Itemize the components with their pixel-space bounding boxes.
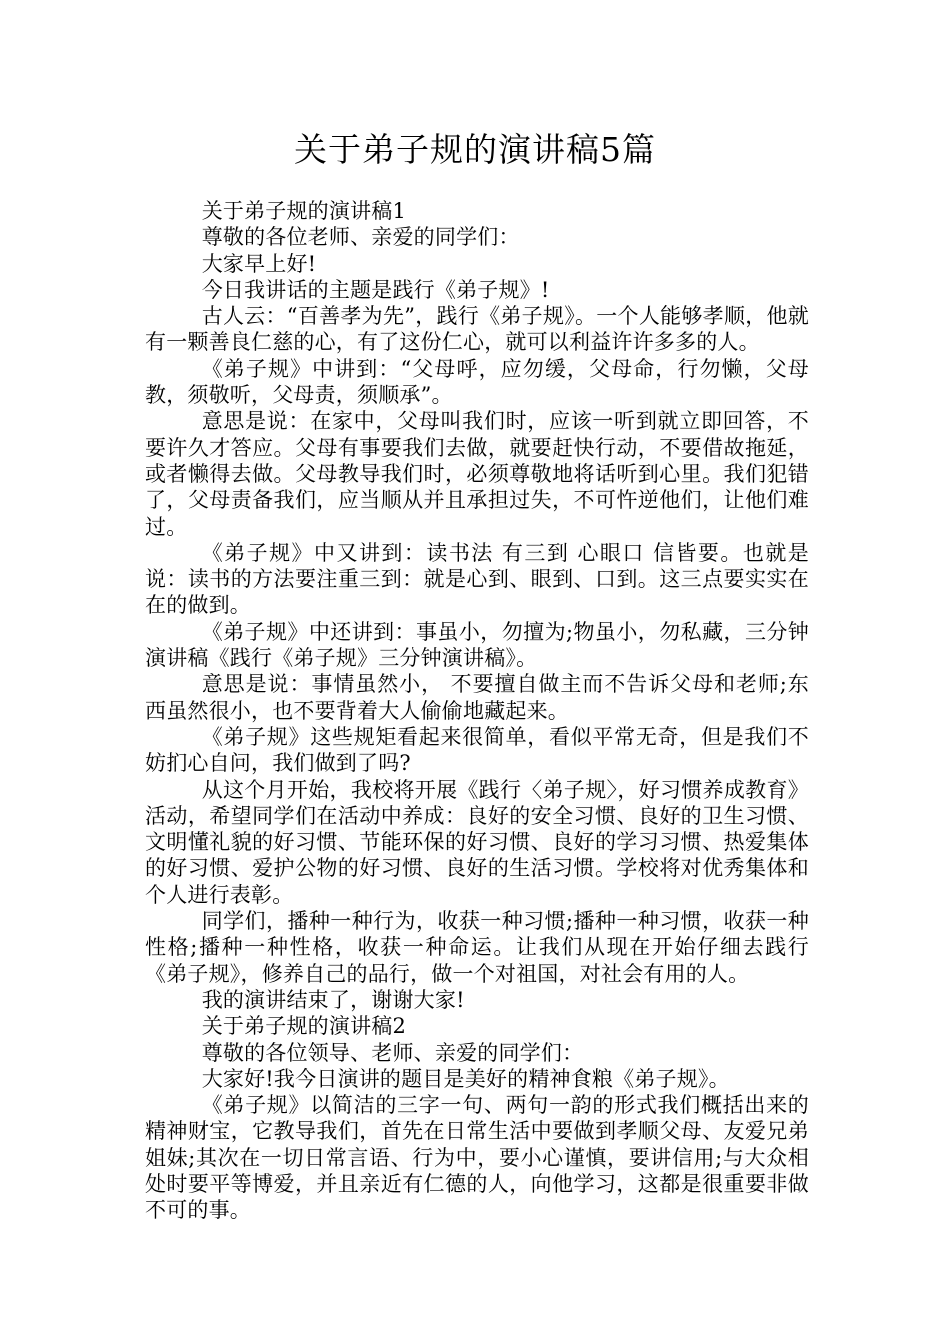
body-paragraph: 同学们，播种一种行为，收获一种习惯;播种一种习惯，收获一种性格;播种一种性格，收获一种命运。让我们从现在开始仔细去践行《弟子规》，修养自己的品行，做一个对祖国，对社会有用的人。 [145,909,809,986]
document-body [145,198,809,1224]
closing-line: 我的演讲结束了，谢谢大家! [201,987,465,1012]
section-heading: 关于弟子规的演讲稿1 [201,199,407,223]
body-paragraph: 意思是说：在家中，父母叫我们时，应该一听到就立即回答，不要许久才答应。父母有事要我们去做，就要赶快行动，不要借故拖延，或者懒得去做。父母教导我们时，必须尊敬地将话听到心里。我们犯错了，父母责备我们，应当顺从并且承担过失，不可忤逆他们，让他们难过。 [145,409,809,539]
greeting: 大家早上好! [201,251,317,276]
greeting: 大家好!我今日演讲的题目是美好的精神食粮《弟子规》。 [201,1066,730,1091]
body-paragraph: 《弟子规》中又讲到：读书法 有三到 心眼口 信皆要。也就是说：读书的方法要注重三到：就是心到、眼到、口到。这三点要实实在在的做到。 [145,540,809,618]
salutation: 尊敬的各位老师、亲爱的同学们： [201,225,520,250]
body-paragraph: 今日我讲话的主题是践行《弟子规》! [201,277,550,302]
document-title: 关于弟子规的演讲稿5篇 [294,130,656,169]
salutation: 尊敬的各位领导、老师、亲爱的同学们： [201,1040,584,1065]
body-paragraph: 意思是说：事情虽然小， 不要擅自做主而不告诉父母和老师;东西虽然很小，也不要背着大人偷偷地藏起来。 [145,672,809,723]
body-paragraph: 从这个月开始，我校将开展《践行〈弟子规〉，好习惯养成教育》活动，希望同学们在活动中养成：良好的安全习惯、良好的卫生习惯、文明懂礼貌的好习惯、节能环保的好习惯、良好的学习习惯、热爱集体的好习惯、爱护公物的好习惯、良好的生活习惯。学校将对优秀集体和个人进行表彰。 [145,777,809,907]
body-paragraph: 古人云：“百善孝为先”，践行《弟子规》。一个人能够孝顺，他就有一颗善良仁慈的心，有了这份仁心，就可以利益许许多多的人。 [145,304,809,355]
body-paragraph: 《弟子规》这些规矩看起来很简单，看似平常无奇，但是我们不妨扪心自问，我们做到了吗? [145,724,809,776]
body-paragraph: 《弟子规》中讲到：“父母呼，应勿缓，父母命，行勿懒，父母教，须敬听，父母责，须顺承”。 [145,356,809,408]
body-paragraph: 《弟子规》中还讲到：事虽小，勿擅为;物虽小，勿私藏，三分钟演讲稿《践行《弟子规》三分钟演讲稿》。 [145,619,809,671]
section-heading: 关于弟子规的演讲稿2 [201,1014,407,1039]
body-paragraph: 《弟子规》以简洁的三字一句、两句一韵的形式我们概括出来的精神财宝，它教导我们，首先在日常生活中要做到孝顺父母、友爱兄弟姐妹;其次在一切日常言语、行为中，要小心谨慎，要讲信用;与大众相处时要平等博爱，并且亲近有仁德的人，向他学习，这都是很重要非做不可的事。 [145,1093,809,1223]
